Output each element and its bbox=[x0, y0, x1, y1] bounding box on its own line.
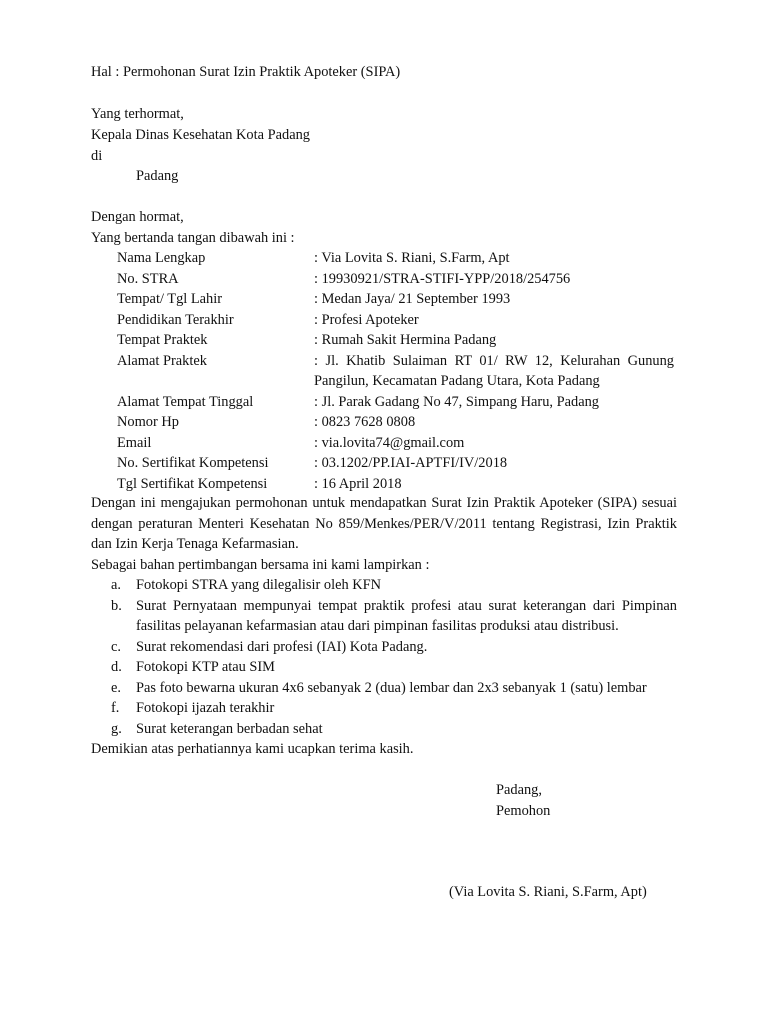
list-marker: d. bbox=[111, 659, 122, 675]
field-row-practice-place bbox=[117, 330, 677, 351]
field-value: : 19930921/STRA-STIFI-YPP/2018/254756 bbox=[314, 270, 571, 287]
field-label: Tempat/ Tgl Lahir bbox=[117, 291, 223, 307]
list-item-text: Fotokopi KTP atau SIM bbox=[136, 659, 275, 675]
field-label: Tgl Sertifikat Kompetensi bbox=[117, 475, 268, 492]
recipient-city: Padang bbox=[136, 168, 179, 184]
field-row-home-address bbox=[117, 392, 677, 413]
field-row-stra bbox=[117, 269, 677, 290]
field-value: : Rumah Sakit Hermina Padang bbox=[314, 332, 497, 348]
list-marker: b. bbox=[111, 597, 122, 614]
list-item-text: Fotokopi STRA yang dilegalisir oleh KFN bbox=[136, 577, 382, 593]
list-item-text: Surat keterangan berbadan sehat bbox=[136, 720, 323, 737]
list-item bbox=[111, 698, 677, 719]
field-value: : 0823 7628 0808 bbox=[314, 414, 416, 430]
field-label: Email bbox=[117, 434, 152, 451]
field-label: Alamat Tempat Tinggal bbox=[117, 393, 254, 410]
field-label: Pendidikan Terakhir bbox=[117, 311, 234, 328]
list-item bbox=[111, 657, 677, 678]
list-item bbox=[111, 678, 677, 699]
field-label: Nama Lengkap bbox=[117, 250, 206, 266]
field-value: : via.lovita74@gmail.com bbox=[314, 434, 465, 451]
list-marker: a. bbox=[111, 577, 121, 593]
list-item bbox=[111, 596, 677, 637]
greeting-intro: Yang bertanda tangan dibawah ini : bbox=[91, 230, 295, 246]
recipient-title: Kepala Dinas Kesehatan Kota Padang bbox=[91, 127, 310, 143]
field-label: No. STRA bbox=[117, 270, 179, 287]
list-item bbox=[111, 637, 677, 658]
field-label: Nomor Hp bbox=[117, 414, 179, 430]
field-row-birth bbox=[117, 289, 677, 310]
field-row-certificate-no bbox=[117, 453, 677, 474]
letter-subject: Hal : Permohonan Surat Izin Praktik Apoteker (SIPA) bbox=[91, 64, 401, 80]
list-item bbox=[111, 575, 677, 596]
list-marker: f. bbox=[111, 700, 120, 716]
field-value: : Jl. Khatib Sulaiman RT 01/ RW 12, Kelurahan Gunung Pangilun, Kecamatan Padang Utara, Kota Padang bbox=[314, 352, 674, 389]
list-item-text: Fotokopi ijazah terakhir bbox=[136, 700, 275, 716]
request-paragraph: Dengan ini mengajukan permohonan untuk mendapatkan Surat Izin Praktik Apoteker (SIPA) sesuai dengan peraturan Menteri Kesehatan No 859/Menkes/PER/V/2011 tentang Registrasi, Izin Praktik dan Izin Kerja Tenaga Kefarmasian. bbox=[91, 495, 677, 552]
field-value: : 16 April 2018 bbox=[314, 475, 402, 492]
list-marker: e. bbox=[111, 679, 121, 696]
list-item-text: Surat Pernyataan mempunyai tempat praktik profesi atau surat keterangan dari Pimpinan fasilitas pelayanan kefarmasian atau dari pimpinan fasilitas produksi atau distribusi. bbox=[136, 597, 677, 634]
signature-place: Padang, bbox=[496, 782, 542, 798]
attachments-list bbox=[111, 575, 677, 739]
field-label: Tempat Praktek bbox=[117, 332, 208, 348]
field-value: : Profesi Apoteker bbox=[314, 311, 419, 328]
field-row-practice-address bbox=[117, 351, 677, 392]
applicant-details bbox=[117, 248, 677, 494]
closing-sentence: Demikian atas perhatiannya kami ucapkan terima kasih. bbox=[91, 741, 414, 757]
field-label: Alamat Praktek bbox=[117, 352, 207, 369]
list-item bbox=[111, 719, 677, 740]
field-value: : Jl. Parak Gadang No 47, Simpang Haru, Padang bbox=[314, 393, 599, 410]
greeting: Dengan hormat, bbox=[91, 209, 184, 225]
attachments-intro: Sebagai bahan pertimbangan bersama ini kami lampirkan : bbox=[91, 557, 430, 573]
field-row-email bbox=[117, 433, 677, 454]
signature-role: Pemohon bbox=[496, 803, 551, 819]
field-row-education bbox=[117, 310, 677, 331]
field-row-name bbox=[117, 248, 677, 269]
field-label: No. Sertifikat Kompetensi bbox=[117, 455, 269, 471]
salutation-line-3: di bbox=[91, 148, 103, 164]
field-row-phone bbox=[117, 412, 677, 433]
signature-name: (Via Lovita S. Riani, S.Farm, Apt) bbox=[449, 884, 647, 900]
list-item-text: Surat rekomendasi dari profesi (IAI) Kota Padang. bbox=[136, 638, 428, 655]
field-row-certificate-date bbox=[117, 474, 677, 495]
salutation-line-1: Yang terhormat, bbox=[91, 106, 184, 122]
list-item-text: Pas foto bewarna ukuran 4x6 sebanyak 2 (dua) lembar dan 2x3 sebanyak 1 (satu) lembar bbox=[136, 679, 647, 696]
field-value: : Via Lovita S. Riani, S.Farm, Apt bbox=[314, 250, 510, 266]
list-marker: g. bbox=[111, 720, 122, 737]
field-value: : Medan Jaya/ 21 September 1993 bbox=[314, 291, 511, 307]
field-value: : 03.1202/PP.IAI-APTFI/IV/2018 bbox=[314, 455, 508, 471]
list-marker: c. bbox=[111, 638, 121, 655]
